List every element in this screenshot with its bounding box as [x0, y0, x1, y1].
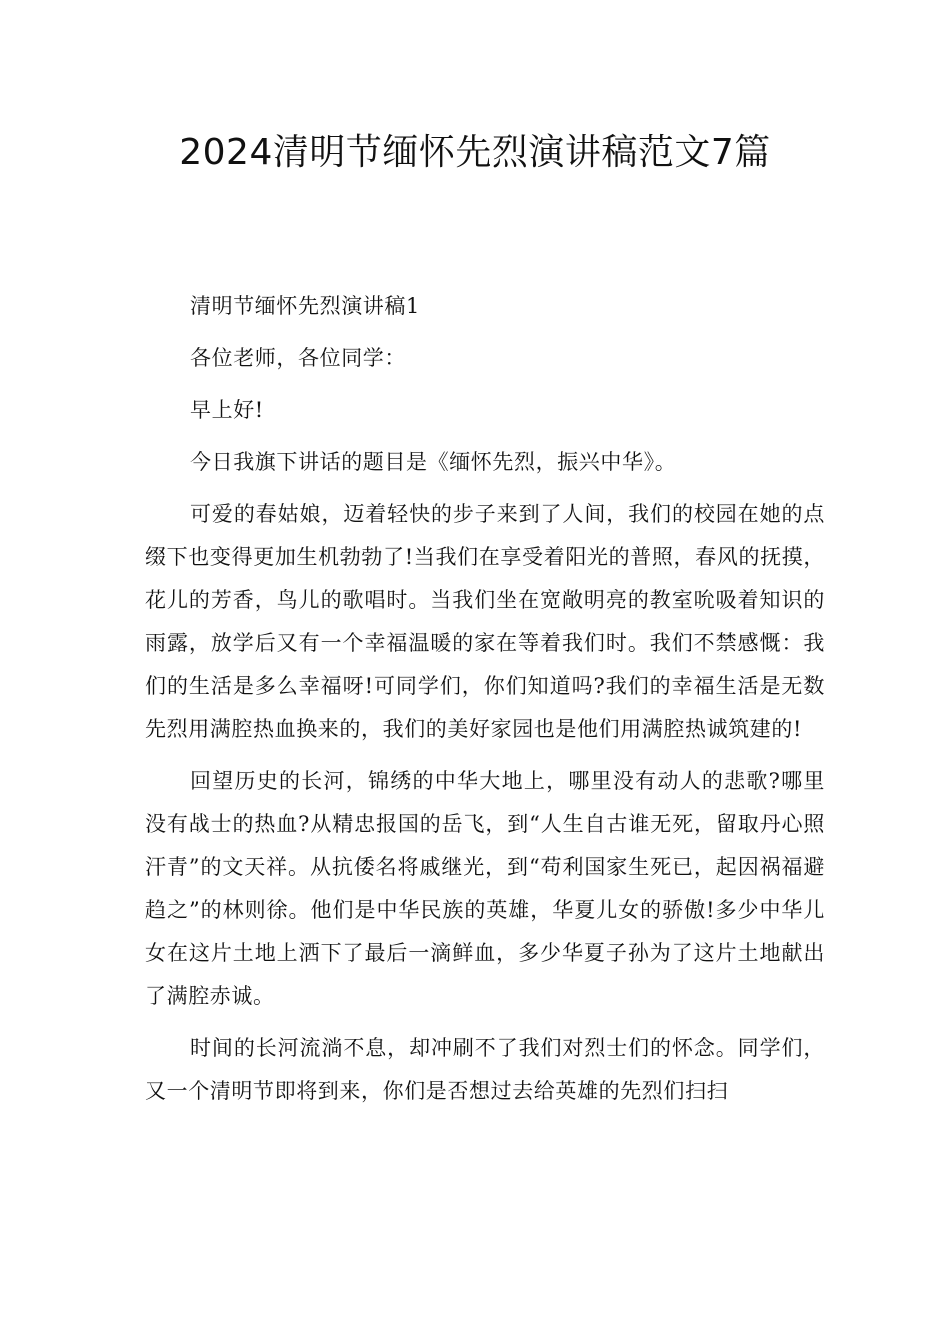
- body-paragraph: 时间的长河流淌不息，却冲刷不了我们对烈士们的怀念。同学们，又一个清明节即将到来，你们是否想过去给英雄的先烈们扫扫: [145, 1036, 825, 1103]
- body-paragraph: 回望历史的长河，锦绣的中华大地上，哪里没有动人的悲歌?哪里没有战士的热血?从精忠报国的岳飞，到“人生自古谁无死，留取丹心照汗青”的文天祥。从抗倭名将戚继光，到“苟利国家生死已，起因祸福避趋之”的林则徐。他们是中华民族的英雄，华夏儿女的骄傲!多少中华儿女在这片土地上洒下了最后一滴鲜血，多少华夏子孙为了这片土地献出了满腔赤诚。: [145, 769, 825, 1008]
- body-paragraph: 可爱的春姑娘，迈着轻快的步子来到了人间，我们的校园在她的点缀下也变得更加生机勃勃了!当我们在享受着阳光的普照，春风的抚摸，花儿的芳香，鸟儿的歌唱时。当我们坐在宽敞明亮的教室吮吸着知识的雨露，放学后又有一个幸福温暖的家在等着我们时。我们不禁感慨：我们的生活是多么幸福呀!可同学们，你们知道吗?我们的幸福生活是无数先烈用满腔热血换来的，我们的美好家园也是他们用满腔热诚筑建的!: [145, 502, 825, 741]
- section-heading: 清明节缅怀先烈演讲稿1: [190, 294, 420, 318]
- document-title: 2024清明节缅怀先烈演讲稿范文7篇: [179, 132, 771, 173]
- greeting: 早上好!: [190, 398, 264, 422]
- salutation: 各位老师，各位同学：: [190, 346, 406, 370]
- topic-line: 今日我旗下讲话的题目是《缅怀先烈，振兴中华》。: [190, 450, 677, 474]
- document-body: [145, 285, 825, 1122]
